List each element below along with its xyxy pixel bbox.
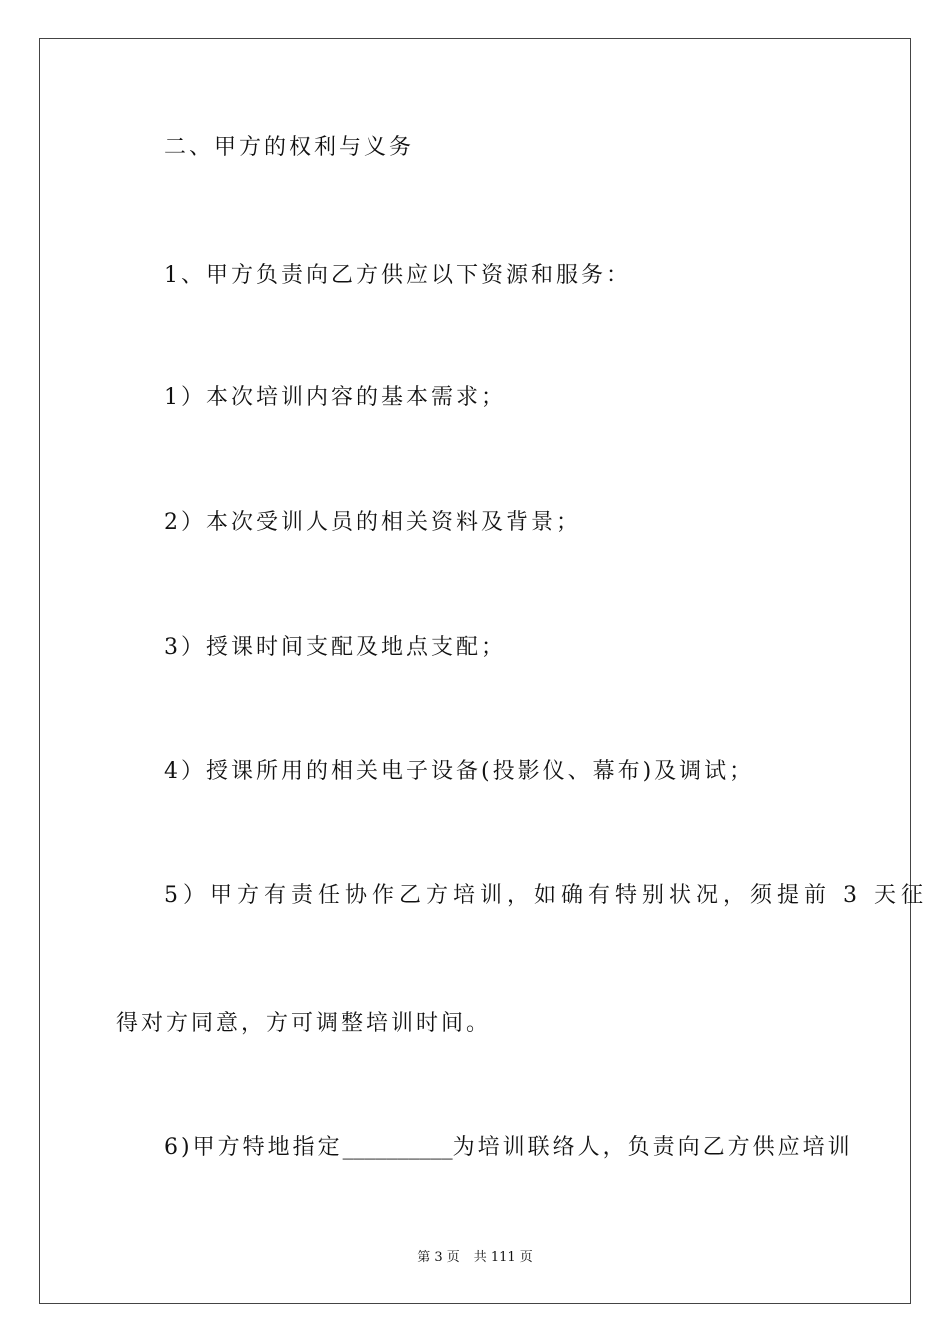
- list-item-5-line-2: 得对方同意，方可调整培训时间。: [116, 1011, 492, 1036]
- list-item-3: 3）授课时间支配及地点支配；: [164, 635, 506, 660]
- list-item-1: 1）本次培训内容的基本需求；: [164, 385, 506, 410]
- contact-blank: __________: [342, 1135, 453, 1160]
- page-number: 第 3 页: [417, 1250, 460, 1265]
- list-item-6-suffix: 为培训联络人，负责向乙方供应培训: [452, 1135, 853, 1160]
- list-item-5-line-1: 5）甲方有责任协作乙方培训，如确有特别状况，须提前 3 天征: [164, 883, 928, 908]
- list-item-2: 2）本次受训人员的相关资料及背景；: [164, 510, 581, 535]
- list-item-4: 4）授课所用的相关电子设备(投影仪、幕布)及调试；: [164, 759, 755, 784]
- clause-1: 1、甲方负责向乙方供应以下资源和服务：: [164, 263, 631, 288]
- total-pages: 共 111 页: [473, 1250, 533, 1265]
- section-heading: 二、甲方的权利与义务: [164, 135, 415, 160]
- list-item-6: [164, 1133, 853, 1163]
- page-footer: [0, 1246, 950, 1265]
- page-border: [39, 38, 911, 1304]
- list-item-6-prefix: 6)甲方特地指定: [164, 1135, 343, 1160]
